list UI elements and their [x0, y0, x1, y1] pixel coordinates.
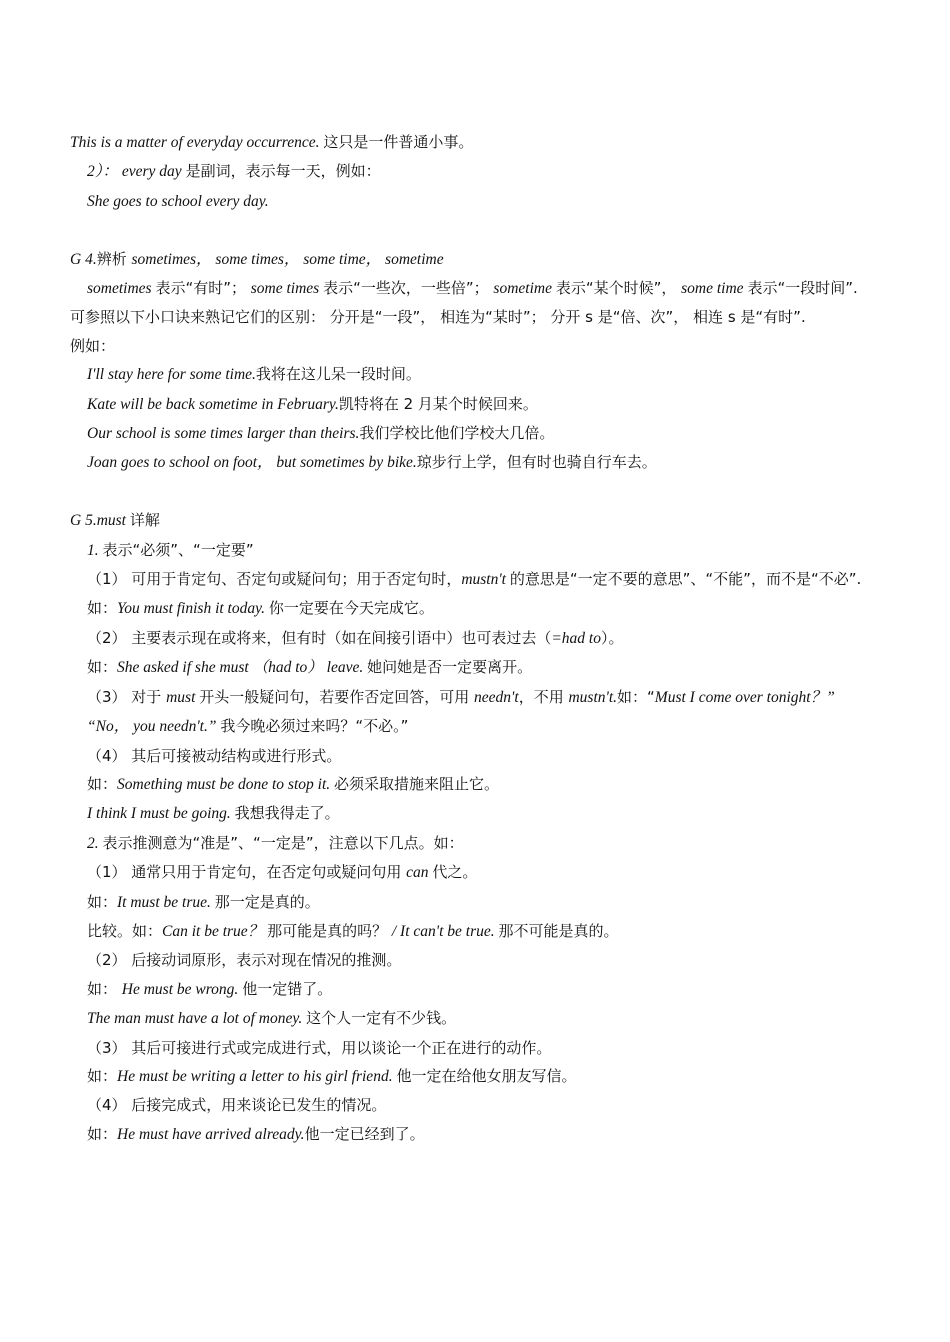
english-text: He must have arrived already.	[117, 1125, 305, 1143]
english-text: =had to	[551, 629, 601, 647]
english-text: The man must have a lot of money.	[87, 1010, 307, 1028]
chinese-text: 例如：	[70, 336, 116, 355]
chinese-text: 他一定在给他女朋友写信。	[396, 1066, 577, 1085]
chinese-text: 表示“一段时间”.	[747, 279, 858, 298]
text-line	[70, 946, 880, 974]
english-text: This is a matter of everyday occurrence.	[70, 134, 324, 151]
chinese-text: 表示推测意为“准是”、“一定是”，注意以下几点。如：	[102, 833, 464, 852]
text-line	[70, 829, 880, 858]
chinese-text: （2） 后接动词原形，表示对现在情况的推测。	[87, 951, 402, 970]
chinese-text: 辨析	[96, 249, 132, 268]
chinese-text: 那一定是真的。	[214, 892, 320, 911]
chinese-text: 我今晚必须过来吗？“不必。”	[220, 717, 409, 736]
chinese-text: 我想我得走了。	[234, 804, 340, 823]
english-text: needn't	[474, 688, 519, 706]
document-body	[70, 128, 880, 1149]
text-line	[70, 128, 880, 157]
chinese-text: 是副词，表示每一天，例如：	[185, 162, 381, 181]
english-text: Can it be true？	[162, 922, 268, 940]
text-line	[70, 594, 880, 623]
text-line	[70, 303, 880, 331]
english-text: It must be true.	[117, 893, 215, 911]
text-line	[70, 1091, 880, 1119]
text-line	[70, 683, 880, 742]
chinese-text: 表示“有时”；	[155, 279, 251, 298]
text-line	[70, 770, 880, 799]
chinese-text: 他一定已经到了。	[304, 1124, 425, 1143]
text-line	[70, 975, 880, 1004]
english-text: He must be wrong.	[121, 980, 243, 998]
english-text: some times	[250, 280, 324, 298]
text-line	[70, 506, 880, 535]
chinese-text: 如：	[87, 979, 122, 998]
chinese-text: （1） 通常只用于肯定句，在否定句或疑问句用	[87, 863, 407, 882]
text-line	[70, 917, 880, 946]
chinese-text: （2） 主要表示现在或将来，但有时（如在间接引语中）也可表过去（	[87, 628, 552, 647]
text-line	[70, 624, 880, 653]
text-line	[70, 360, 880, 389]
english-text: I'll stay here for some time.	[87, 366, 256, 384]
english-text: G 4.	[70, 250, 97, 268]
chinese-text: 如：	[87, 1066, 118, 1085]
english-text: sometimes， some times， some time， sometime	[131, 250, 444, 268]
chinese-text: 开头一般疑问句，若要作否定回答，可用	[199, 687, 475, 706]
english-text: Something must be done to stop it.	[117, 775, 335, 793]
text-line	[70, 419, 880, 448]
chinese-text: 代之。	[432, 863, 478, 882]
chinese-text: 这只是一件普通小事。	[323, 133, 474, 151]
english-text: She goes to school every day.	[87, 192, 269, 210]
english-text: Must I come over tonight？” “No， you needn't.”	[87, 688, 835, 736]
chinese-text: （4） 后接完成式，用来谈论已发生的情况。	[87, 1096, 387, 1115]
chinese-text: ，不用	[518, 687, 569, 706]
english-text: Joan goes to school on foot， but sometimes by bike.	[87, 454, 417, 472]
english-text: can	[406, 864, 433, 882]
text-line	[70, 332, 880, 360]
chinese-text: 表示“某个时候”，	[555, 279, 682, 298]
chinese-text: 详解	[129, 511, 160, 530]
paragraph-gap	[70, 216, 880, 244]
chinese-text: 如：	[87, 599, 118, 618]
text-line	[70, 157, 880, 186]
text-line	[70, 858, 880, 887]
english-text: / It can't be true.	[391, 922, 499, 940]
chinese-text: 你一定要在今天完成它。	[268, 599, 434, 618]
text-line	[70, 1004, 880, 1033]
paragraph-gap	[70, 478, 880, 506]
english-text: G 5.must	[70, 512, 130, 530]
chinese-text: 表示“必须”、“一定要”	[102, 540, 254, 559]
chinese-text: 那不可能是真的。	[498, 921, 619, 940]
chinese-text: ）。	[600, 628, 624, 647]
chinese-text: 我们学校比他们学校大几倍。	[359, 424, 555, 443]
chinese-text: 琼步行上学，但有时也骑自行车去。	[416, 453, 657, 472]
english-text: sometimes	[87, 280, 156, 298]
text-line	[70, 888, 880, 917]
text-line	[70, 274, 880, 303]
english-text: He must be writing a letter to his girl friend.	[117, 1067, 397, 1085]
chinese-text: 表示“一些次，一些倍”；	[323, 279, 494, 298]
english-text: must	[166, 688, 200, 706]
chinese-text: 必须采取措施来阻止它。	[334, 774, 500, 793]
chinese-text: 如：	[87, 892, 118, 911]
english-text: mustn't.	[568, 688, 617, 706]
english-text: You must finish it today.	[117, 600, 269, 618]
chinese-text: （3） 其后可接进行式或完成进行式，用以谈论一个正在进行的动作。	[87, 1038, 552, 1057]
english-text: 2）： every day	[87, 163, 186, 181]
english-text: mustn't	[461, 571, 510, 589]
english-text: 2.	[87, 834, 103, 852]
english-text: She asked if she must （had to） leave.	[117, 659, 368, 677]
text-line	[70, 1034, 880, 1062]
english-text: I think I must be going.	[87, 805, 235, 823]
text-line	[70, 187, 880, 216]
text-line	[70, 1062, 880, 1091]
text-line	[70, 565, 880, 594]
chinese-text: （1） 可用于肯定句、否定句或疑问句；用于否定句时，	[87, 570, 462, 589]
text-line	[70, 245, 880, 274]
chinese-text: 她问她是否一定要离开。	[367, 658, 533, 677]
chinese-text: 他一定错了。	[242, 979, 333, 998]
chinese-text: （3） 对于	[87, 687, 167, 706]
text-line	[70, 390, 880, 419]
text-line	[70, 1120, 880, 1149]
text-line	[70, 653, 880, 682]
english-text: sometime	[493, 280, 556, 298]
text-line	[70, 799, 880, 828]
text-line	[70, 536, 880, 565]
chinese-text: 我将在这儿呆一段时间。	[255, 365, 421, 384]
text-line	[70, 742, 880, 770]
chinese-text: 如：	[87, 774, 118, 793]
chinese-text: 如：	[87, 658, 118, 677]
chinese-text: 如：	[87, 1124, 118, 1143]
english-text: Kate will be back sometime in February.	[87, 395, 339, 413]
text-line	[70, 448, 880, 477]
chinese-text: 如：“	[617, 687, 655, 706]
chinese-text: 那可能是真的吗？	[267, 921, 392, 940]
chinese-text: 比较。如：	[87, 921, 163, 940]
english-text: Our school is some times larger than theirs.	[87, 425, 360, 443]
chinese-text: 可参照以下小口诀来熟记它们的区别： 分开是“一段”， 相连为“某时”； 分开 s 是“倍、次”， 相连 s 是“有时”.	[70, 308, 806, 327]
english-text: some time	[681, 280, 748, 298]
english-text: 1.	[87, 541, 103, 559]
chinese-text: 这个人一定有不少钱。	[306, 1009, 457, 1028]
chinese-text: 的意思是“一定不要的意思”、“不能”，而不是“不必”.	[509, 570, 862, 589]
chinese-text: 凯特将在 2 月某个时候回来。	[338, 394, 538, 413]
chinese-text: （4） 其后可接被动结构或进行形式。	[87, 746, 342, 765]
